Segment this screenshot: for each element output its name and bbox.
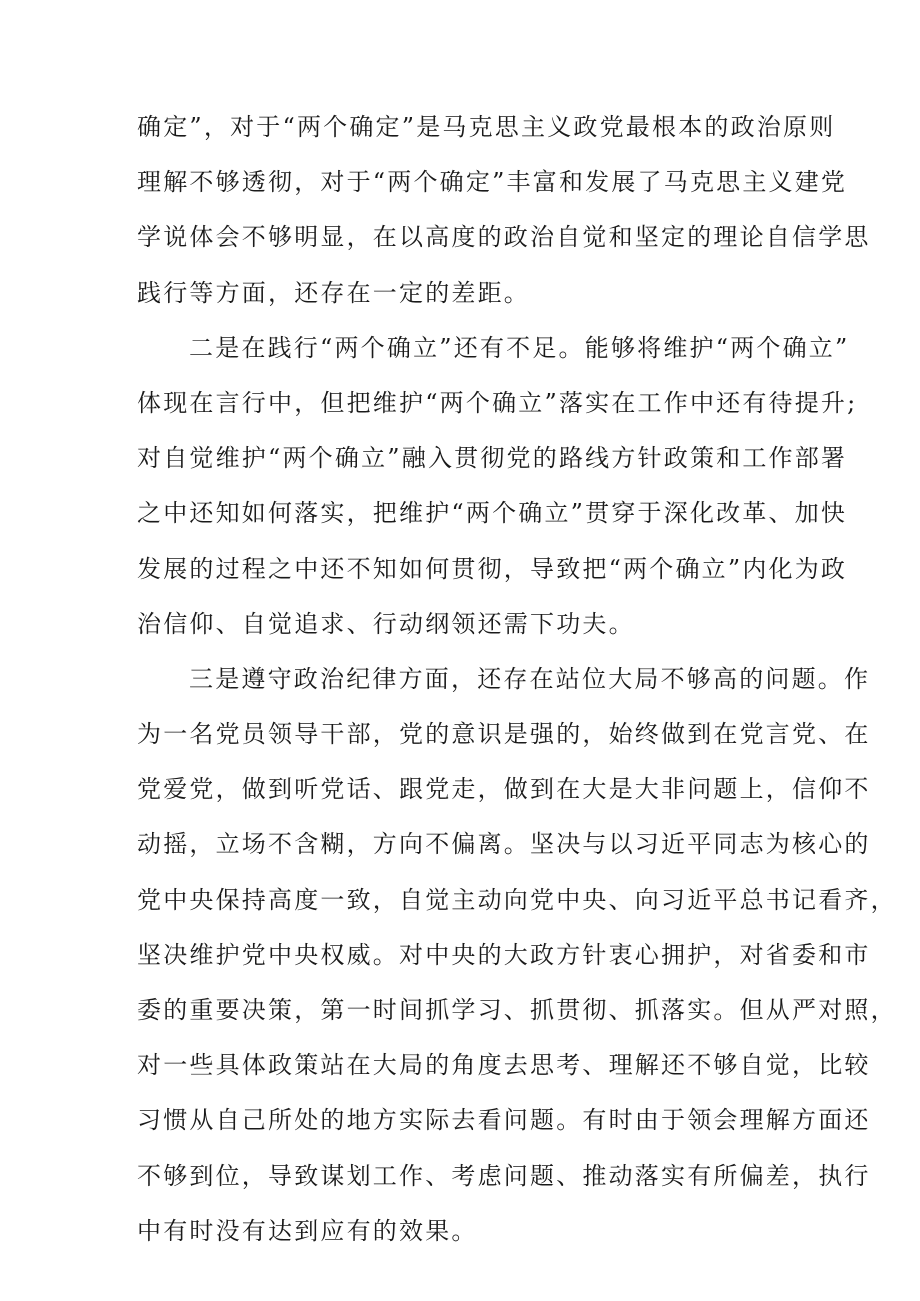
text-line: 对自觉维护“两个确立”融入贯彻党的路线方针政策和工作部署 [137, 444, 848, 473]
paragraph-3 [137, 652, 897, 1259]
paragraph-1 [137, 100, 871, 321]
text-line: 学说体会不够明显，在以高度的政治自觉和坚定的理论自信学思 [137, 223, 871, 252]
text-line: 动摇，立场不含糊，方向不偏离。坚决与以习近平同志为核心的 [137, 830, 871, 859]
text-line: 习惯从自己所处的地方实际去看问题。有时由于领会理解方面还 [137, 1106, 871, 1135]
text-line: 二是在践行“两个确立”还有不足。能够将维护“两个确立” [189, 333, 850, 362]
document-body [137, 100, 897, 1259]
text-line: 党爱党，做到听党话、跟党走，做到在大是大非问题上，信仰不 [137, 775, 871, 804]
text-line: 确定”，对于“两个确定”是马克思主义政党最根本的政治原则 [137, 113, 836, 141]
text-line: 发展的过程之中还不知如何贯彻，导致把“两个确立”内化为政 [137, 554, 848, 583]
text-line: 之中还知如何落实，把维护“两个确立”贯穿于深化改革、加快 [137, 499, 848, 528]
text-line: 三是遵守政治纪律方面，还存在站位大局不够高的问题。作 [189, 664, 871, 693]
text-line: 委的重要决策，第一时间抓学习、抓贯彻、抓落实。但从严对照， [137, 996, 897, 1024]
text-line: 体现在言行中，但把维护“两个确立”落实在工作中还有待提升; [137, 388, 858, 417]
text-line: 不够到位，导致谋划工作、考虑问题、推动落实有所偏差，执行 [137, 1161, 871, 1190]
text-line: 坚决维护党中央权威。对中央的大政方针衷心拥护，对省委和市 [137, 940, 871, 969]
text-line: 为一名党员领导干部，党的意识是强的，始终做到在党言党、在 [137, 720, 871, 749]
text-line: 中有时没有达到应有的效果。 [137, 1216, 478, 1245]
text-line: 对一些具体政策站在大局的角度去思考、理解还不够自觉，比较 [137, 1051, 871, 1080]
text-line: 党中央保持高度一致，自觉主动向党中央、向习近平总书记看齐， [137, 885, 897, 914]
text-line: 践行等方面，还存在一定的差距。 [137, 278, 530, 307]
text-line: 理解不够透彻，对于“两个确定”丰富和发展了马克思主义建党 [137, 168, 848, 197]
paragraph-2 [137, 321, 858, 652]
text-line: 治信仰、自觉追求、行动纲领还需下功夫。 [137, 609, 635, 638]
